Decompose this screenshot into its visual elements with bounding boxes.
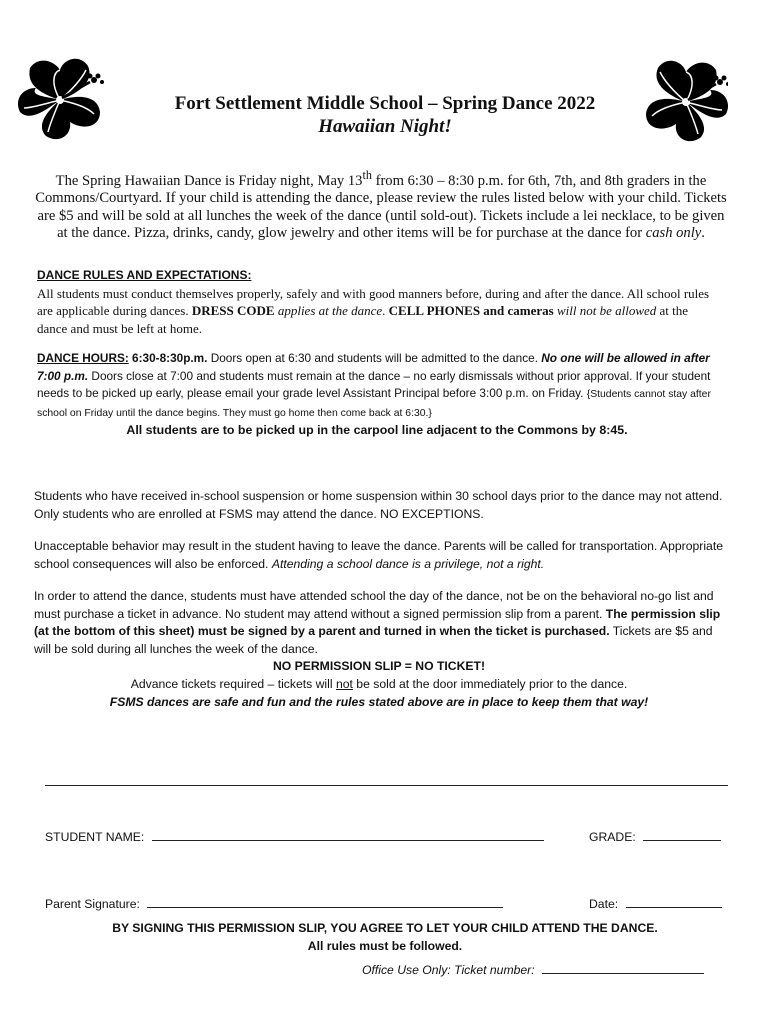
hours-time: 6:30-8:30p.m. (128, 351, 208, 365)
hours-heading: DANCE HOURS: (37, 351, 129, 365)
subtitle: Hawaiian Night! (318, 116, 452, 137)
attendance-paragraph (34, 588, 724, 711)
rules-text (37, 285, 717, 338)
parent-signature-field[interactable] (147, 895, 503, 908)
hours-text-2: Doors close at 7:00 and students must remain at the dance – no early dismissals without prior approval. If your student needs to be picked up early, please email your grade level Assistant Principal before 3:00 p.m. on Friday. (37, 368, 711, 401)
date-field[interactable] (626, 895, 722, 908)
dress-code: DRESS CODE (191, 303, 275, 318)
student-name-label: STUDENT NAME: (45, 830, 145, 844)
title-line: Fort Settlement Middle School – Spring Dance 2022 (174, 93, 596, 114)
page-title (0, 92, 770, 138)
rules-followed-text: All rules must be followed. (307, 938, 463, 953)
advance-notice (34, 676, 724, 694)
grade-label: GRADE: (589, 830, 636, 844)
date-row (589, 895, 722, 911)
advance-text-2: be sold at the door immediately prior to the dance. (352, 676, 628, 691)
advance-text-1: Advance tickets required – tickets will (130, 676, 336, 691)
behavior-text: Unacceptable behavior may result in the student having to leave the dance. Parents will be called for transportation. Appropriate school consequences will also be enforced. (34, 539, 724, 571)
cut-divider (45, 785, 728, 786)
office-use-row (362, 961, 704, 977)
hours-section (37, 350, 717, 440)
intro-text-1: The Spring Hawaiian Dance is Friday night, May 13 (55, 172, 363, 189)
agreement-block (0, 920, 770, 955)
office-use-label: Office Use Only: Ticket number: (362, 963, 535, 977)
not-allowed: will not be allowed (553, 303, 657, 318)
intro-end: . (701, 225, 705, 242)
student-name-field[interactable] (152, 828, 544, 841)
rules-text-2: . (382, 303, 389, 318)
student-name-row (45, 828, 544, 844)
cell-phones: CELL PHONES and cameras (388, 303, 554, 318)
applies-text: applies at the dance (274, 303, 383, 318)
parent-signature-row (45, 895, 503, 911)
suspension-paragraph: Students who have received in-school suspension or home suspension within 30 school days prior to the dance may not attend. Only students who are enrolled at FSMS may attend the dance. NO EXCEPTIONS. (34, 489, 723, 521)
rules-heading: DANCE RULES AND EXPECTATIONS: (37, 268, 252, 282)
grade-field[interactable] (643, 828, 721, 841)
privilege-text: Attending a school dance is a privilege, not a right. (271, 556, 545, 571)
no-slip-notice: NO PERMISSION SLIP = NO TICKET! (272, 659, 486, 674)
intro-paragraph (32, 167, 730, 243)
intro-cash-only: cash only (645, 225, 702, 242)
safe-fun-notice: FSMS dances are safe and fun and the rules stated above are in place to keep them that way! (109, 694, 649, 709)
intro-sup: th (362, 168, 372, 182)
ticket-number-field[interactable] (542, 961, 704, 974)
parent-signature-label: Parent Signature: (45, 897, 140, 911)
intro-text-2: from 6:30 – 8:30 p.m. for 6th, 7th, and 8th graders in the Commons/Courtyard. If your child is attending the dance, please review the rules listed below with your child. Tickets are $5 and will be sold at all lunches the week of the dance (until sold-out). Tickets include a lei necklace, to be given at the dance. Pizza, drinks, candy, glow jewelry and other items will be for purchase at the dance for (35, 172, 727, 242)
permission-slip-notice: The permission slip (at the bottom of this sheet) must be signed by a parent and turned in when the ticket is purchased. (34, 606, 721, 639)
advance-not: not (335, 676, 353, 691)
no-late-entry: No one will be allowed in after 7:00 p.m. (37, 351, 710, 383)
date-label: Date: (589, 897, 619, 911)
hours-note: {Students cannot stay after school on Friday until the dance begins. They must go home then come back at 6:30.} (37, 389, 711, 419)
attend-text-1: In order to attend the dance, students must have attended school the day of the dance, not be on the behavioral no-go list and must purchase a ticket in advance. No student may attend without a signed permission slip from a parent. (34, 589, 714, 621)
rules-section (37, 267, 717, 337)
pickup-notice: All students are to be picked up in the carpool line adjacent to the Commons by 8:45. (126, 423, 628, 438)
attend-text-2: Tickets are $5 and will be sold during all lunches the week of the dance. (34, 624, 713, 656)
rules-text-1: All students must conduct themselves properly, safely and with good manners before, during and after the dance. All school rules are applicable during dances. (37, 285, 710, 318)
behavior-paragraph (34, 538, 724, 573)
rules-text-3: at the dance and must be left at home. (37, 303, 689, 336)
grade-row (589, 828, 721, 844)
agreement-text: BY SIGNING THIS PERMISSION SLIP, YOU AGREE TO LET YOUR CHILD ATTEND THE DANCE. (112, 921, 658, 935)
hours-text-1: Doors open at 6:30 and students will be admitted to the dance. (207, 351, 542, 365)
